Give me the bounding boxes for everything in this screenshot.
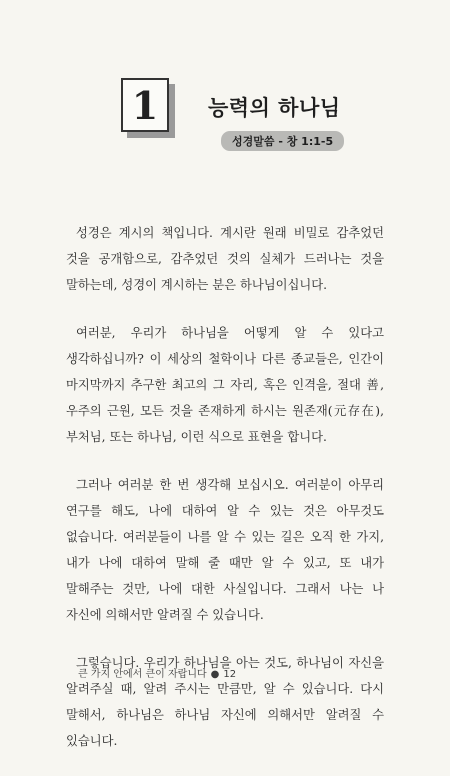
page-footer: [78, 665, 236, 680]
page-number: 12: [223, 669, 237, 680]
footer-book-title: 큰 가지 안에서 큰이 자랍니다: [78, 669, 207, 680]
chapter-number: 1: [121, 78, 169, 132]
body-text: [66, 220, 384, 776]
chapter-title: 능력의 하나님: [208, 96, 341, 120]
paragraph-1: 성경은 계시의 책입니다. 계시란 원래 비밀로 감추었던 것을 공개함으로, 감추었던 것의 실체가 드러나는 것을 말하는데, 성경이 계시하는 분은 하나님이십니다.: [66, 226, 384, 292]
paragraph-2: 여러분, 우리가 하나님을 어떻게 알 수 있다고 생각하십니까? 이 세상의 철학이나 다른 종교들은, 인간이 마지막까지 추구한 최고의 그 자리, 혹은 인격을, 절대 善, 우주의 근원, 모든 것을 존재하게 하시는 원존재(元存在), 부처님, 또는 하나님, 이런 식으로 표현을 합니다.: [66, 326, 384, 444]
paragraph-3: 그러나 여러분 한 번 생각해 보십시오. 여러분이 아무리 연구를 해도, 나에 대하여 알 수 있는 것은 아무것도 없습니다. 여러분들이 나를 알 수 있는 길은 오직 한 가지, 내가 나에 대하여 말해 줄 때만 알 수 있고, 또 내가 말해주는 것만, 나에 대한 사실입니다. 그래서 나는 나 자신에 의해서만 알려질 수 있습니다.: [66, 478, 384, 622]
paragraph-4: 그렇습니다. 우리가 하나님을 아는 것도, 하나님이 자신을 알려주실 때, 알려 주시는 만큼만, 알 수 있습니다. 다시 말해서, 하나님은 하나님 자신에 의해서만 알려질 수 있습니다.: [66, 656, 384, 748]
bullet-icon: ●: [210, 669, 220, 680]
scripture-reference-badge: 성경말씀 - 창 1:1-5: [221, 131, 344, 151]
